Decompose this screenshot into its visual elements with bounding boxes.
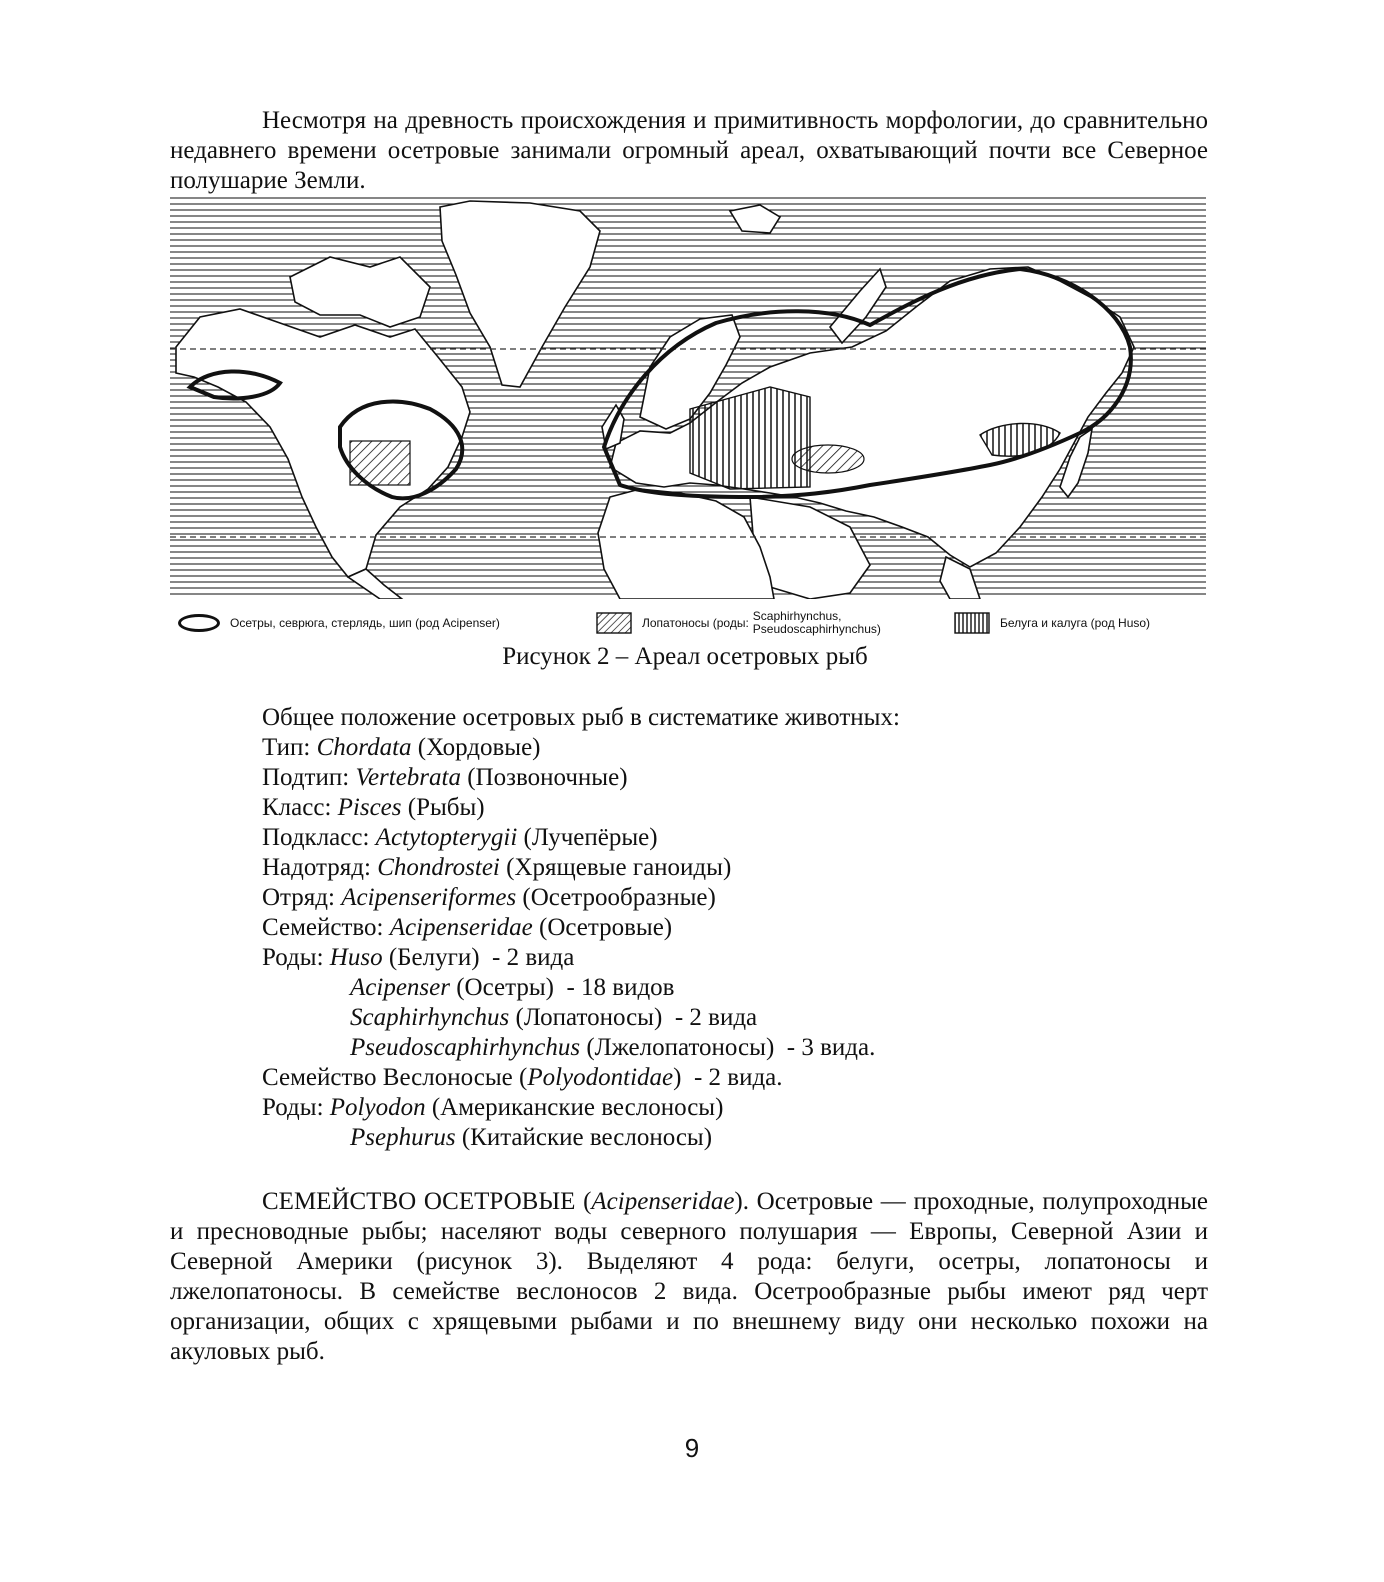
legend-scaph-genera <box>753 610 881 636</box>
intro-paragraph <box>170 106 1208 196</box>
legend-vertical-hatch-symbol <box>954 612 990 634</box>
legend-scaph-prefix: Лопатоносы (роды: <box>642 616 749 630</box>
legend-diagonal-hatch-symbol <box>596 612 632 634</box>
page-number: 9 <box>684 1433 700 1463</box>
legend-huso-label: Белуга и калуга (род Huso) <box>1000 616 1151 630</box>
taxonomy-subtype: Подтип: Vertebrata (Позвоночные) <box>262 764 628 791</box>
figure-caption: Рисунок 2 – Ареал осетровых рыб <box>502 643 868 670</box>
legend-scaph-genus-2: Pseudoscaphirhynchus) <box>752 622 881 636</box>
taxonomy-subclass: Подкласс: Actytopterygii (Лучепёрые) <box>262 824 658 851</box>
taxonomy-genus-pseudoscaphirhynchus: Pseudoscaphirhynchus (Лжелопатоносы) - 3 вида. <box>350 1034 876 1061</box>
legend-oval-symbol <box>178 614 220 632</box>
sturgeon-range-map <box>170 197 1206 599</box>
family-title: СЕМЕЙСТВО ОСЕТРОВЫЕ <box>262 1188 576 1215</box>
taxonomy-family-polyodontidae: Семейство Веслоносые (Polyodontidae) - 2 вида. <box>262 1064 783 1091</box>
family-latin: Acipenseridae <box>591 1188 735 1215</box>
scaphirhynchus-range <box>350 441 410 485</box>
legend-acipenser-label: Осетры, севрюга, стерлядь, шип (род Acipenser) <box>230 616 500 630</box>
taxonomy-genus-scaphirhynchus: Scaphirhynchus (Лопатоносы) - 2 вида <box>350 1004 758 1031</box>
map-legend <box>178 606 1208 640</box>
legend-scaph-genus-1: Scaphirhynchus, <box>752 609 842 623</box>
taxonomy-genus-acipenser: Acipenser (Осетры) - 18 видов <box>350 974 675 1001</box>
taxonomy-superorder: Надотряд: Chondrostei (Хрящевые ганоиды) <box>262 854 732 881</box>
legend-scaphirhynchus <box>596 606 881 640</box>
family-paragraph: СЕМЕЙСТВО ОСЕТРОВЫЕ (Acipenseridae). Осетровые — проходные, полупроходные и пресноводные рыбы; населяют воды северного полушария — Европы, Северной Азии и Северной Америки (рисунок 3). Выделяют 4 рода: белуги, осетры, лопатоносы и лжелопатоносы. В семействе веслоносов 2 вида. Осетрообразные рыбы имеют ряд черт организации, общих с хрящевыми рыбами и по внешнему виду они несколько похожи на акуловых рыб. <box>170 1188 1209 1365</box>
taxonomy-order: Отряд: Acipenseriformes (Осетрообразные) <box>262 884 716 911</box>
taxonomy-class: Класс: Pisces (Рыбы) <box>262 794 485 821</box>
taxonomy-list <box>262 703 1162 1153</box>
taxonomy-type: Тип: Chordata (Хордовые) <box>262 734 541 761</box>
intro-text: Несмотря на древность происхождения и примитивность морфологии, до сравнительно недавнего времени осетровые занимали огромный ареал, охватывающий почти все Северное полушарие Земли. <box>170 107 1208 194</box>
taxonomy-genus-psephurus: Psephurus (Китайские веслоносы) <box>350 1124 713 1151</box>
taxonomy-genus-huso: Роды: Huso (Белуги) - 2 вида <box>262 944 575 971</box>
world-map-figure <box>170 197 1206 599</box>
taxonomy-family: Семейство: Acipenseridae (Осетровые) <box>262 914 673 941</box>
taxonomy-heading: Общее положение осетровых рыб в систематике животных: <box>262 704 900 731</box>
legend-huso <box>954 606 1150 640</box>
legend-acipenser <box>178 606 500 640</box>
taxonomy-genus-polyodon: Роды: Polyodon (Американские веслоносы) <box>262 1094 724 1121</box>
family-text: Осетровые — проходные, полупроходные и пресноводные рыбы; населяют воды северного полушария — Европы, Северной Азии и Северной Америки (рисунок 3). Выделяют 4 рода: белуги, осетры, лопатоносы и лжелопатоносы. В семействе веслоносов 2 вида. Осетрообразные рыбы имеют ряд черт организации, общих с хрящевыми рыбами и по внешнему виду они несколько похожи на акуловых рыб. <box>170 1188 1209 1365</box>
